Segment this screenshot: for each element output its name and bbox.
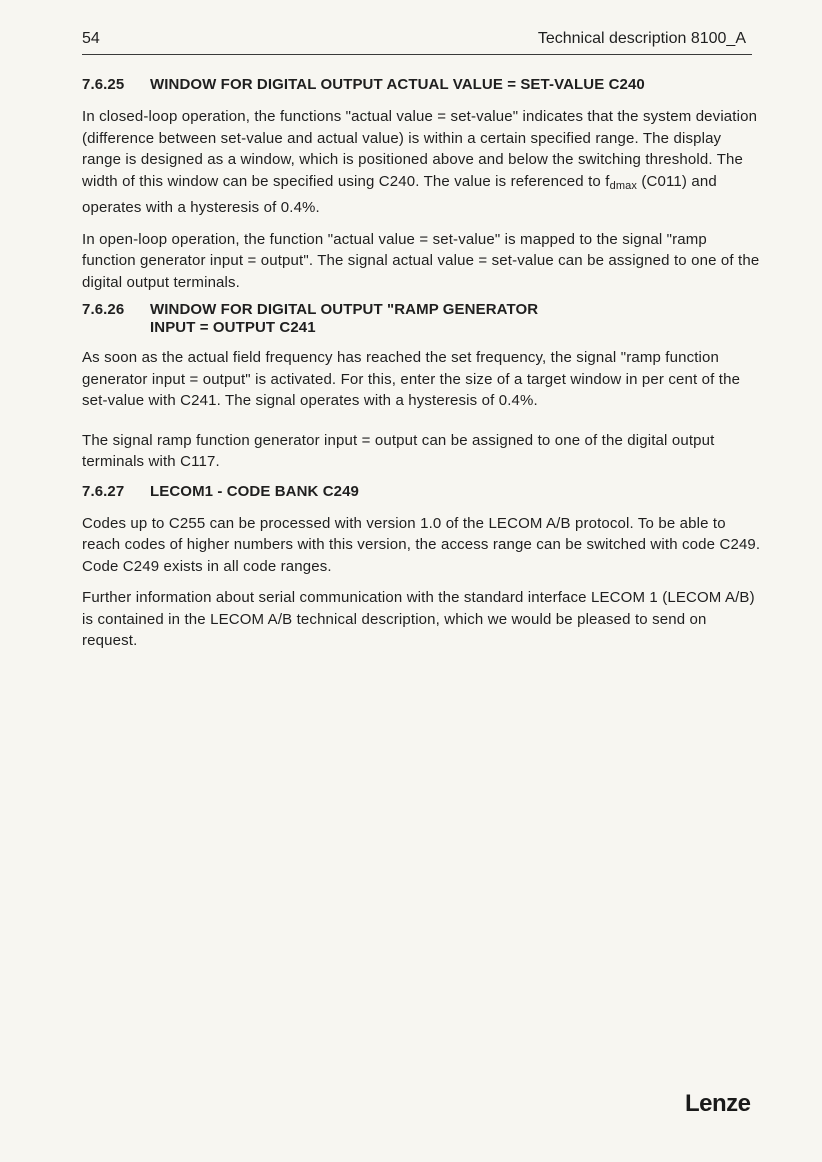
- paragraph: In closed-loop operation, the functions "actual value = set-value" indicates that the system deviation (difference between set-value and actual value) is within a certain specified range. The display range is designed as a window, which is positioned above and below the switching threshold. The width of this window can be specified using C240. The value is referenced to $f_{dmax}$ (C011) and operates with a hysteresis of 0.4%.: [82, 108, 758, 216]
- paragraph: Codes up to C255 can be processed with version 1.0 of the LECOM A/B protocol. To be able to reach codes of higher numbers with this version, the access range can be switched with code C249. Code C249 exists in all code ranges.: [82, 514, 761, 575]
- page-header: [82, 28, 752, 55]
- section-7-6-25: [82, 76, 762, 293]
- section-7-6-27: [82, 483, 762, 652]
- section-number: 7.6.25: [82, 76, 125, 93]
- section-title-line-1: WINDOW FOR DIGITAL OUTPUT "RAMP GENERATOR: [150, 301, 539, 318]
- page-number: 54: [82, 30, 100, 47]
- section-number: 7.6.27: [82, 482, 125, 500]
- section-heading: [82, 76, 762, 94]
- lenze-logo: Lenze: [685, 1090, 751, 1117]
- section-number: 7.6.26: [82, 301, 125, 318]
- paragraph: Further information about serial communication with the standard interface LECOM 1 (LECOM A/B) is contained in the LECOM A/B technical description, which we would be pleased to send on request.: [82, 589, 755, 649]
- running-title: Technical description 8100_A: [537, 30, 746, 47]
- section-title: WINDOW FOR DIGITAL OUTPUT ACTUAL VALUE = SET-VALUE C240: [150, 76, 645, 93]
- page-content: [82, 76, 762, 670]
- section-heading: [82, 483, 762, 501]
- section-title: LECOM1 - CODE BANK C249: [150, 482, 359, 500]
- section-title-line-2: INPUT = OUTPUT C241: [150, 319, 316, 336]
- paragraph: As soon as the actual field frequency has reached the set frequency, the signal "ramp function generator input = output" is activated. For this, enter the size of a target window in per cent of the set-value with C241. The signal operates with a hysteresis of 0.4%.: [82, 349, 741, 409]
- subscript: dmax: [609, 179, 638, 192]
- section-heading: [82, 301, 762, 337]
- paragraph: The signal ramp function generator input = output can be assigned to one of the digital output terminals with C117.: [82, 431, 715, 470]
- paragraph: In open-loop operation, the function "actual value = set-value" is mapped to the signal "ramp function generator input = output". The signal actual value = set-value can be assigned to one of the digital output terminals.: [82, 230, 760, 291]
- section-7-6-26: [82, 301, 762, 473]
